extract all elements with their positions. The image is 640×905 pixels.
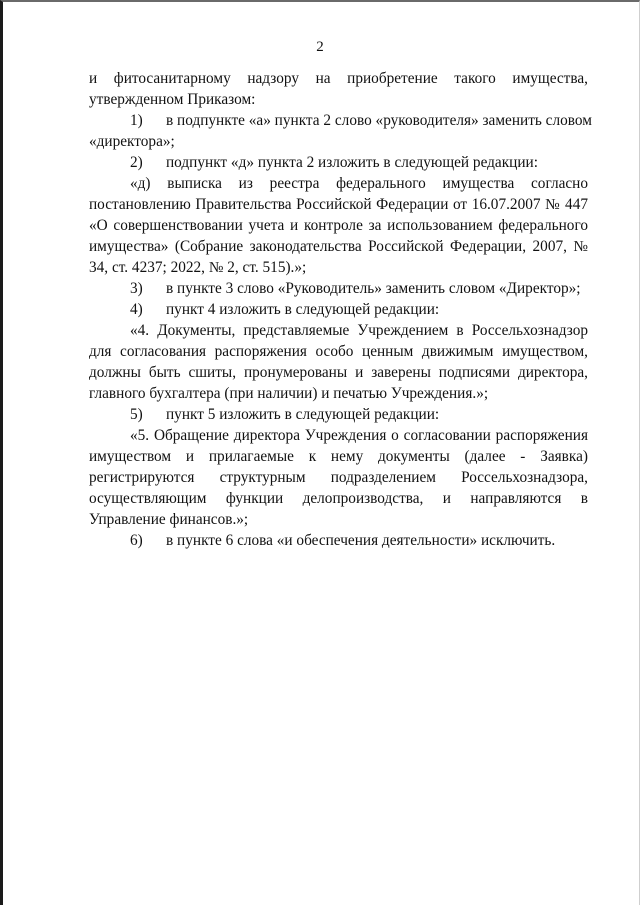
list-item-4 bbox=[89, 299, 588, 320]
list-item-text: подпункт «д» пункта 2 изложить в следующей редакции: bbox=[166, 154, 538, 171]
list-item-number: 4) bbox=[130, 301, 143, 318]
list-item-number: 5) bbox=[130, 406, 143, 423]
list-item-text: пункт 5 изложить в следующей редакции: bbox=[166, 406, 440, 423]
list-item-number: 3) bbox=[130, 280, 143, 297]
list-item-5 bbox=[89, 404, 588, 425]
quoted-paragraph-4: «4. Документы, представляемые Учреждением в Россельхознадзор для согласования распоряжения особо ценным движимым имуществом, должны быть сшиты, пронумерованы и заверены подписями директора, главного бухгалтера (при наличии) и печатью Учреждения.»; bbox=[89, 322, 588, 402]
list-item-number: 6) bbox=[130, 532, 143, 549]
list-item-text: в пункте 6 слова «и обеспечения деятельности» исключить. bbox=[166, 532, 556, 549]
document-body bbox=[89, 68, 592, 551]
quoted-paragraph-5: «5. Обращение директора Учреждения о согласовании распоряжения имуществом и прилагаемые к нему документы (далее - Заявка) регистрируются структурным подразделением Россельхознадзора, осуществляющим функции делопроизводства, и направляются в Управление финансов.»; bbox=[89, 427, 588, 528]
paragraph-intro: и фитосанитарному надзору на приобретение такого имущества, утвержденном Приказом: bbox=[89, 70, 588, 108]
quoted-paragraph-d: «д) выписка из реестра федерального имущества согласно постановлению Правительства Российской Федерации от 16.07.2007 № 447 «О совершенствовании учета и контроле за использованием федерального имущества» (Собрание законодательства Российской Федерации, 2007, № 34, ст. 4237; 2022, № 2, ст. 515).»; bbox=[89, 175, 588, 276]
list-item-2 bbox=[89, 152, 588, 173]
list-item-6 bbox=[89, 530, 588, 551]
list-item-1 bbox=[89, 110, 592, 131]
list-item-1-continuation: «директора»; bbox=[89, 133, 175, 150]
list-item-text: пункт 4 изложить в следующей редакции: bbox=[166, 301, 440, 318]
list-item-number: 1) bbox=[130, 112, 143, 129]
list-item-number: 2) bbox=[130, 154, 143, 171]
list-item-3 bbox=[89, 278, 588, 299]
list-item-text: в пункте 3 слово «Руководитель» заменить словом «Директор»; bbox=[166, 280, 581, 297]
page-number: 2 bbox=[316, 39, 324, 55]
list-item-text: в подпункте «а» пункта 2 слово «руководителя» заменить словом bbox=[166, 112, 592, 129]
